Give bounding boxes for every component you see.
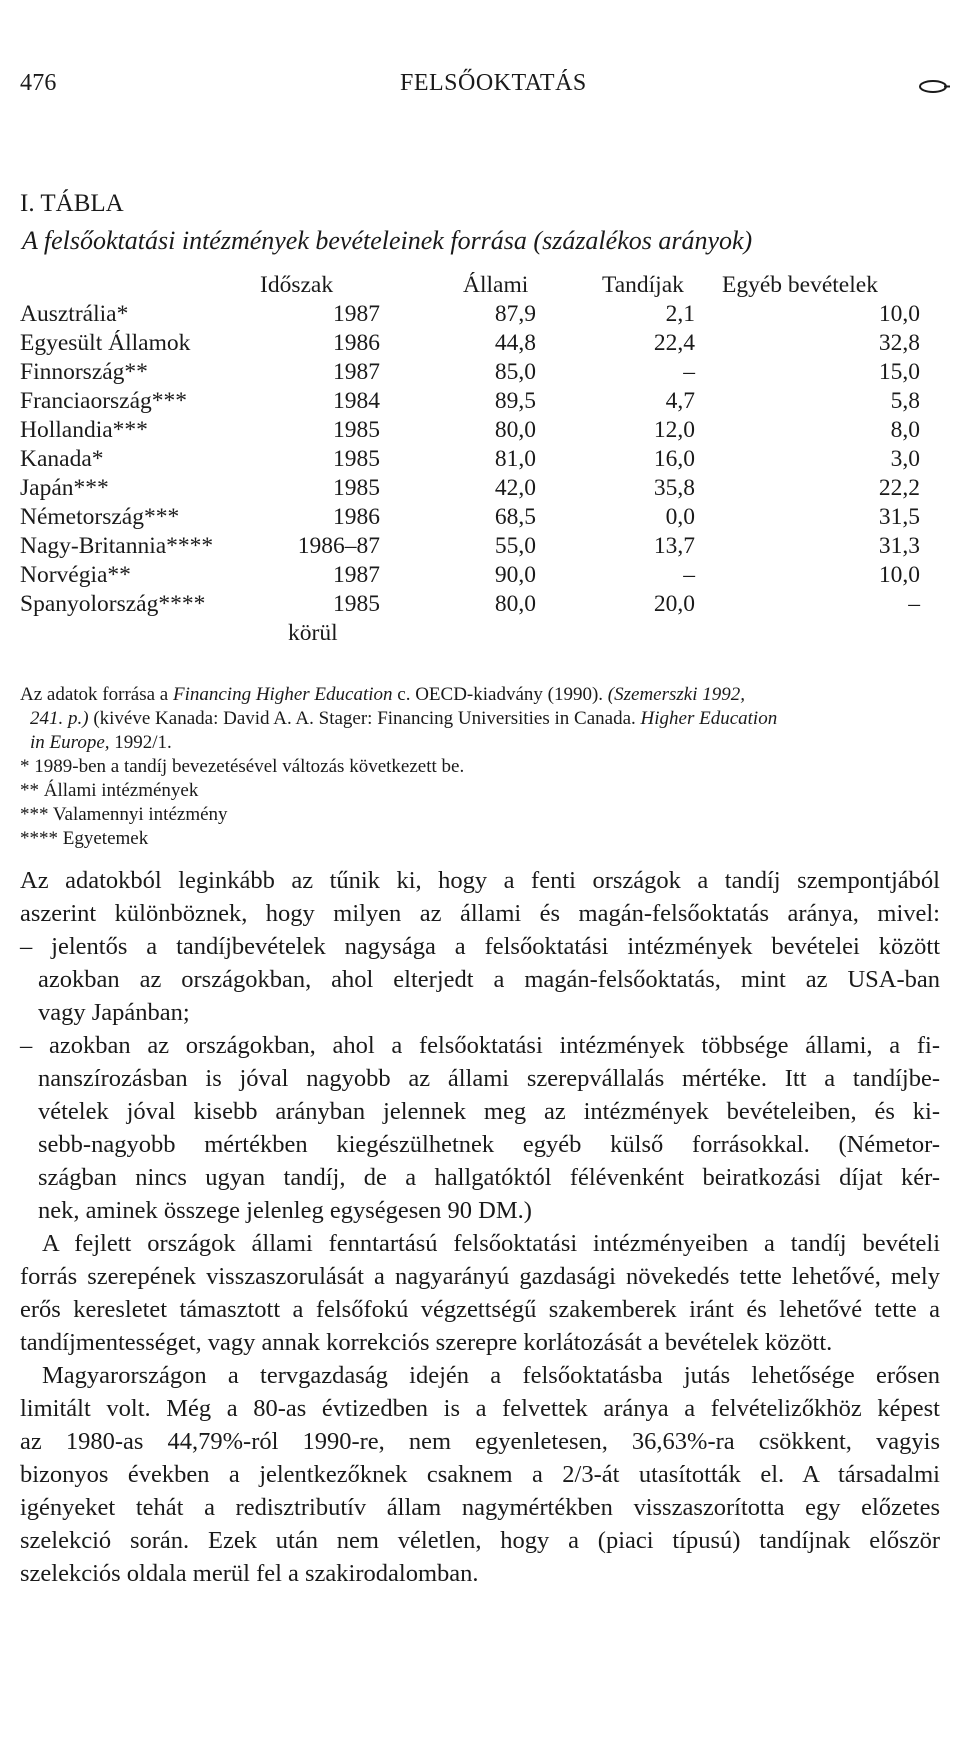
cell-tuition: 4,7 (665, 388, 695, 414)
table-label: I. TÁBLA (20, 190, 124, 217)
table-row (20, 388, 920, 417)
column-header-period: Időszak (260, 272, 334, 298)
body-line: tandíjmentességet, vagy annak korrekciós szerepre korlátozását a bevételek között. (20, 1329, 833, 1356)
cell-period: 1984 (333, 388, 380, 414)
table-caption: A felsőoktatási intézmények bevételeinek forrása (százalékos arányok) (22, 226, 753, 255)
body-line: limitált volt. Még a 80-as évtizedben is a felvettek aránya a felvételizőkhöz képest (20, 1395, 940, 1422)
cell-period: 1985 (333, 417, 380, 443)
cell-country: Kanada* (20, 446, 104, 472)
cell-country: Norvégia** (20, 562, 131, 588)
cell-state: 87,9 (494, 301, 536, 327)
cell-other: 15,0 (878, 359, 920, 385)
table-row (20, 533, 920, 562)
source-note-cont (20, 731, 940, 755)
column-header-tuition: Tandíjak (602, 272, 684, 298)
table-row (20, 417, 920, 446)
footnote: * 1989-ben a tandíj bevezetésével változás következett be. (20, 756, 465, 777)
body-line: aszerint különböznek, hogy milyen az állami és magán-felsőoktatás aránya, mivel: (20, 900, 940, 927)
cell-period: 1986 (333, 504, 380, 530)
footnote: **** Egyetemek (20, 828, 149, 849)
cell-country: Spanyolország**** (20, 591, 206, 617)
body-line: igényeket tehát a redisztributív állam nagymértékben visszaszorította egy előzetes (20, 1494, 940, 1521)
body-line: A fejlett országok állami fenntartású felsőoktatási intézményeiben a tandíj bevételi (42, 1230, 940, 1257)
cell-state: 44,8 (494, 330, 536, 356)
cell-country: Ausztrália* (20, 301, 129, 327)
table-row (20, 301, 920, 330)
source-text: (kivéve Kanada: David A. A. Stager: Financing Universities in Canada. (88, 708, 641, 729)
cell-other: 8,0 (890, 417, 920, 443)
body-line: nanszírozásban is jóval nagyobb az állami szerepvállalás mértéke. Itt a tandíjbe- (38, 1065, 940, 1092)
cell-other: 10,0 (878, 562, 920, 588)
cell-other: 5,8 (890, 388, 920, 414)
body-line: bizonyos években a jelentkezőknek csaknem a 2/3-át utasították el. A társadalmi (20, 1461, 940, 1488)
cell-state: 81,0 (494, 446, 536, 472)
cell-country: Franciaország*** (20, 388, 188, 414)
column-header-state: Állami (463, 272, 529, 298)
source-title: Financing Higher Education (172, 684, 393, 705)
cell-country: Finnország** (20, 359, 148, 385)
footnote: ** Állami intézmények (20, 780, 199, 801)
table-row (20, 475, 920, 504)
cell-other: – (908, 591, 920, 617)
cell-tuition: 0,0 (665, 504, 695, 530)
cell-state: 42,0 (494, 475, 536, 501)
cell-period: 1985 (333, 591, 380, 617)
running-title: FELSŐOKTATÁS (400, 70, 587, 96)
cell-period: 1985 (333, 475, 380, 501)
period-note-row (20, 620, 920, 648)
cell-other: 10,0 (878, 301, 920, 327)
body-line: – jelentős a tandíjbevételek nagysága a felsőoktatási intézmények bevételei között (20, 933, 940, 960)
revenue-table (20, 272, 920, 648)
cell-tuition: 2,1 (665, 301, 695, 327)
cell-tuition: – (683, 562, 695, 588)
table-row (20, 591, 920, 620)
body-line: szelekciós oldala merül fel a szakirodalomban. (20, 1560, 479, 1587)
body-line: vagy Japánban; (38, 999, 190, 1026)
cell-state: 80,0 (494, 417, 536, 443)
cell-country: Japán*** (20, 475, 109, 501)
cell-state: 85,0 (494, 359, 536, 385)
table-row (20, 562, 920, 591)
cell-period: 1986 (333, 330, 380, 356)
source-reference: (Szemerszki 1992, (607, 684, 745, 705)
body-line: szelekció során. Ezek után nem véletlen, hogy a (piaci típusú) tandíjnak először (20, 1527, 940, 1554)
cell-tuition: 12,0 (653, 417, 695, 443)
table-row (20, 446, 920, 475)
cell-tuition: 35,8 (653, 475, 695, 501)
table-body (20, 301, 920, 620)
source-note (20, 683, 940, 707)
cell-country: Hollandia*** (20, 417, 148, 443)
body-line: Magyarországon a tervgazdaság idején a felsőoktatásba jutás lehetősége erősen (42, 1362, 940, 1389)
body-line: – azokban az országokban, ahol a felsőoktatási intézmények többsége állami, a fi- (20, 1032, 940, 1059)
cell-period: 1987 (333, 562, 380, 588)
cell-state: 55,0 (494, 533, 536, 559)
body-line: sebb-nagyobb mértékben kiegészülhetnek egyéb külső forrásokkal. (Németor- (38, 1131, 940, 1158)
cell-country: Nagy-Britannia**** (20, 533, 214, 559)
source-reference: 241. p.) (30, 708, 89, 729)
cell-period: 1987 (333, 301, 380, 327)
cell-country: Németország*** (20, 504, 180, 530)
cell-other: 31,3 (878, 533, 920, 559)
column-header-other: Egyéb bevételek (722, 272, 878, 298)
cell-tuition: – (683, 359, 695, 385)
body-line: vételek jóval kisebb arányban jelennek meg az intézmények bevételeiben, és ki- (38, 1098, 940, 1125)
source-text: Az adatok forrása a (20, 684, 173, 705)
cell-tuition: 22,4 (653, 330, 695, 356)
cell-state: 90,0 (494, 562, 536, 588)
cell-country: Egyesült Államok (20, 330, 191, 356)
cell-tuition: 16,0 (653, 446, 695, 472)
source-note-cont (20, 707, 940, 731)
body-text (20, 864, 940, 1590)
cell-tuition: 13,7 (653, 533, 695, 559)
cell-period: 1987 (333, 359, 380, 385)
table-row (20, 330, 920, 359)
body-line: forrás szerepének visszaszorulását a nagyarányú gazdasági növekedés tette lehetővé, mely (20, 1263, 940, 1290)
body-line: Az adatokból leginkább az tűnik ki, hogy a fenti országok a tandíj szempontjából (20, 867, 940, 894)
body-line: erős keresletet támasztott a felsőfokú végzettségű szakemberek iránt és lehetővé tette a (20, 1296, 940, 1323)
body-line: az 1980-as 44,79%-ról 1990-re, nem egyenletesen, 36,63%-ra csökkent, vagyis (20, 1428, 940, 1455)
table-header-row (20, 272, 920, 301)
page-number: 476 (20, 70, 57, 96)
period-suffix: körül (288, 620, 338, 646)
cell-state: 80,0 (494, 591, 536, 617)
body-line: azokban az országokban, ahol elterjedt a magán-felsőoktatás, mint az USA-ban (38, 966, 940, 993)
source-journal: Higher Education (640, 708, 778, 729)
cell-other: 31,5 (878, 504, 920, 530)
cell-period: 1985 (333, 446, 380, 472)
source-text: 1992/1. (109, 732, 172, 753)
table-row (20, 359, 920, 388)
cell-tuition: 20,0 (653, 591, 695, 617)
cell-other: 22,2 (878, 475, 920, 501)
cell-state: 68,5 (494, 504, 536, 530)
table-notes (20, 683, 940, 851)
ornament-icon (918, 79, 950, 94)
table-row (20, 504, 920, 533)
source-journal: in Europe, (30, 732, 110, 753)
source-text: c. OECD-kiadvány (1990). (392, 684, 608, 705)
footnote: *** Valamennyi intézmény (20, 804, 228, 825)
cell-other: 32,8 (878, 330, 920, 356)
cell-period: 1986–87 (297, 533, 380, 559)
cell-state: 89,5 (494, 388, 536, 414)
cell-other: 3,0 (890, 446, 920, 472)
body-line: szágban nincs ugyan tandíj, de a hallgatóktól félévenként beiratkozási díjat kér- (38, 1164, 940, 1191)
body-line: nek, aminek összege jelenleg egységesen 90 DM.) (38, 1197, 532, 1224)
